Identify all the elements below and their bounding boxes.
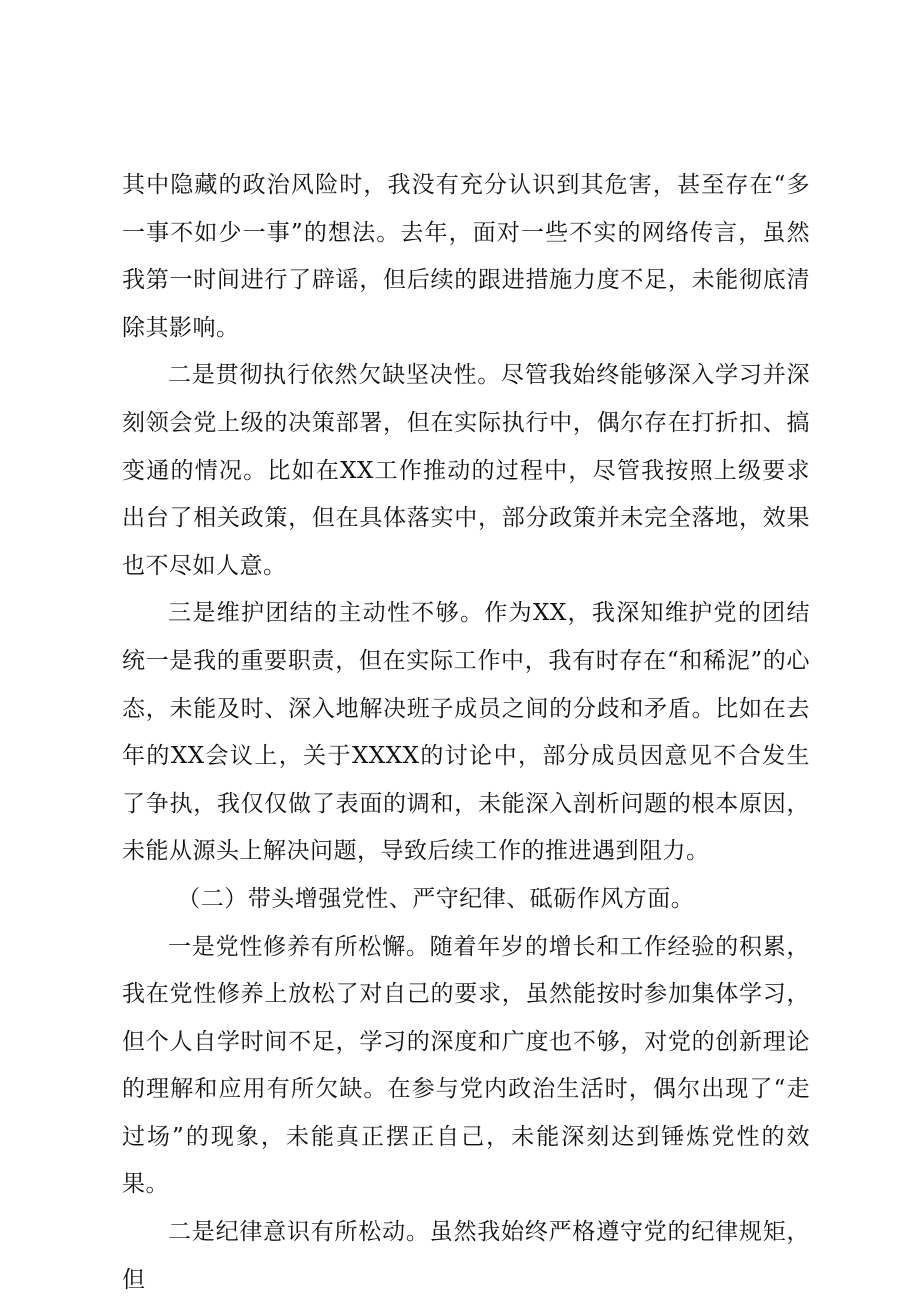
paragraph-discipline-awareness: 二是纪律意识有所松动。虽然我始终严格遵守党的纪律规矩，但 [122,1219,810,1293]
document-body [122,162,810,1304]
paragraph-execution-determination: 二是贯彻执行依然欠缺坚决性。尽管我始终能够深入学习并深刻领会党上级的决策部署，但在实际执行中，偶尔存在打折扣、搞变通的情况。比如在XX工作推动的过程中，尽管我按照上级要求出台了相关政策，但在具体落实中，部分政策并未完全落地，效果也不尽如人意。 [122,362,810,579]
section-heading-party-spirit: （二）带头增强党性、严守纪律、砥砺作风方面。 [177,885,695,912]
paragraph-unity-initiative: 三是维护团结的主动性不够。作为XX，我深知维护党的团结统一是我的重要职责，但在实际工作中，我有时存在“和稀泥”的心态，未能及时、深入地解决班子成员之间的分歧和矛盾。比如在去年的XX会议上，关于XXXX的讨论中，部分成员因意见不合发生了争执，我仅仅做了表面的调和，未能深入剖析问题的根本原因，未能从源头上解决问题，导致后续工作的推进遇到阻力。 [122,600,810,865]
paragraph-party-cultivation: 一是党性修养有所松懈。随着年岁的增长和工作经验的积累，我在党性修养上放松了对自己的要求，虽然能按时参加集体学习，但个人自学时间不足，学习的深度和广度也不够，对党的创新理论的理解和应用有所欠缺。在参与党内政治生活时，偶尔出现了“走过场”的现象，未能真正摆正自己，未能深刻达到锤炼党性的效果。 [122,933,810,1198]
paragraph-political-risk-continuation: 其中隐藏的政治风险时，我没有充分认识到其危害，甚至存在“多一事不如少一事”的想法。去年，面对一些不实的网络传言，虽然我第一时间进行了辟谣，但后续的跟进措施力度不足，未能彻底清除其影响。 [122,172,810,341]
